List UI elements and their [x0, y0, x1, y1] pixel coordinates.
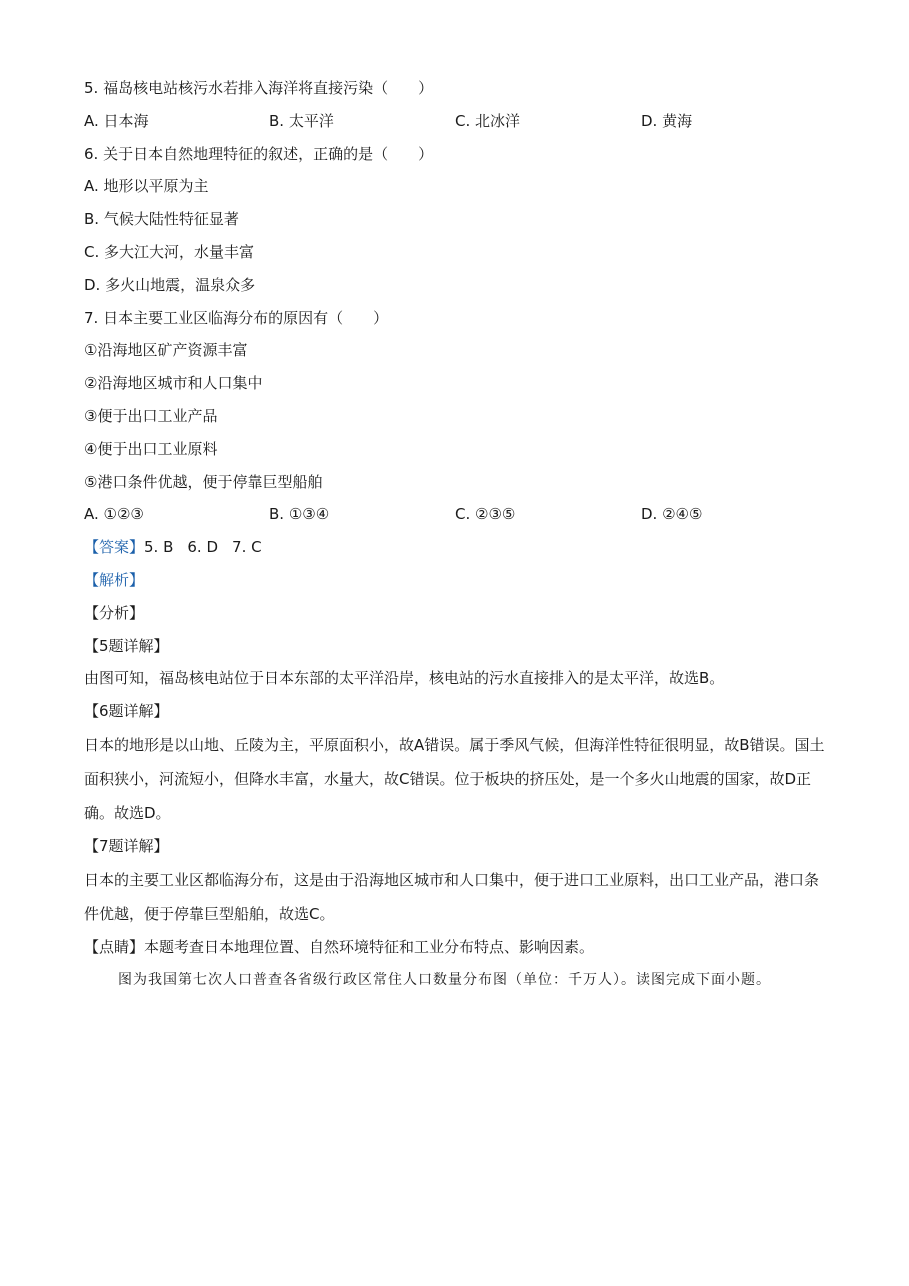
q7-option-a: A. ①②③ — [84, 505, 144, 524]
detail-7-title: 【7题详解】 — [84, 836, 169, 855]
answer-tag: 【答案】 — [84, 538, 145, 557]
q6-option-c: C. 多大江大河，水量丰富 — [84, 242, 255, 261]
analysis-tag: 【解析】 — [84, 570, 145, 589]
q7-option-d: D. ②④⑤ — [641, 505, 703, 524]
detail-5-title: 【5题详解】 — [84, 636, 169, 655]
q5-option-c: C. 北冰洋 — [455, 111, 521, 130]
q7-item-3: ③便于出口工业产品 — [84, 406, 218, 425]
q6-option-a: A. 地形以平原为主 — [84, 177, 209, 196]
answer-7: 7. C — [232, 538, 262, 557]
q7-item-1: ①沿海地区矿产资源丰富 — [84, 341, 248, 360]
answer-5: 5. B — [144, 538, 174, 557]
dianjing-note: 【点睛】本题考查日本地理位置、自然环境特征和工业分布特点、影响因素。 — [84, 937, 595, 956]
q6-option-b: B. 气候大陆性特征显著 — [84, 210, 239, 229]
answer-6: 6. D — [187, 538, 219, 557]
q6-option-d: D. 多火山地震，温泉众多 — [84, 275, 256, 294]
q5-option-d: D. 黄海 — [641, 111, 693, 130]
fenxi-heading: 【分析】 — [84, 603, 145, 622]
detail-7-text: 日本的主要工业区都临海分布，这是由于沿海地区城市和人口集中，便于进口工业原料，出口工业产品，港口条件优越，便于停靠巨型船舶，故选C。 — [84, 870, 820, 923]
question-6-stem: 6. 关于日本自然地理特征的叙述，正确的是（ ） — [84, 144, 434, 163]
q7-option-c: C. ②③⑤ — [455, 505, 516, 524]
q7-item-2: ②沿海地区城市和人口集中 — [84, 374, 263, 393]
document-page — [84, 72, 829, 996]
q7-option-b: B. ①③④ — [269, 505, 330, 524]
q7-item-4: ④便于出口工业原料 — [84, 439, 218, 458]
question-7-options — [84, 498, 829, 531]
question-5-options — [84, 105, 829, 138]
question-7-stem: 7. 日本主要工业区临海分布的原因有（ ） — [84, 308, 389, 327]
q5-option-a: A. 日本海 — [84, 111, 149, 130]
answer-line — [84, 531, 829, 564]
q7-item-5: ⑤港口条件优越，便于停靠巨型船舶 — [84, 472, 323, 491]
question-5-stem: 5. 福岛核电站核污水若排入海洋将直接污染（ ） — [84, 79, 434, 97]
next-question-intro: 图为我国第七次人口普查各省级行政区常住人口数量分布图（单位：千万人）。读图完成下面小题。 — [118, 971, 771, 988]
q5-option-b: B. 太平洋 — [269, 111, 334, 130]
detail-5-text: 由图可知，福岛核电站位于日本东部的太平洋沿岸，核电站的污水直接排入的是太平洋，故选B。 — [84, 669, 725, 688]
detail-6-text: 日本的地形是以山地、丘陵为主，平原面积小，故A错误。属于季风气候，但海洋性特征很明显，故B错误。国土面积狭小，河流短小，但降水丰富，水量大，故C错误。位于板块的挤压处，是一个多火山地震的国家，故D正确。故选D。 — [84, 735, 825, 822]
detail-6-title: 【6题详解】 — [84, 702, 169, 721]
